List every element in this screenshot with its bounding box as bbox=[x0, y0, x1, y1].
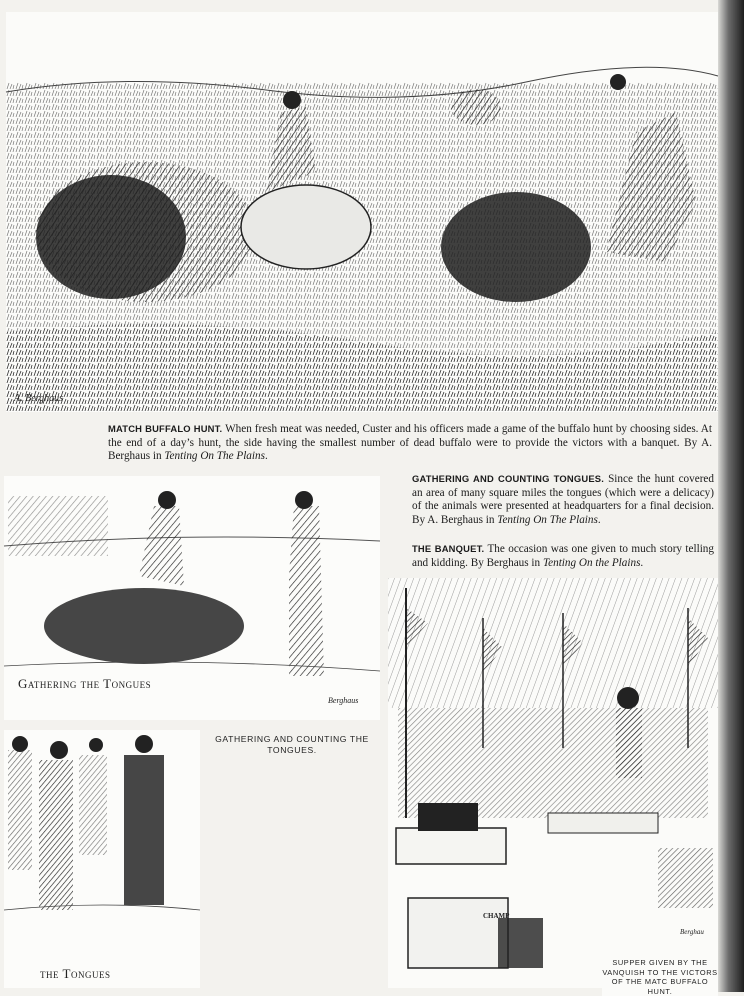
gathering-tongues-illustration bbox=[4, 476, 380, 720]
match-hunt-caption-body: When fresh meat was needed, Custer and his officers made a game of the buffalo hunt by choosing sides. At the end of a day’s hunt, the side having the smallest number of dead buffalo were to provide the victors with a banquet. By A. Berghaus in bbox=[108, 423, 712, 463]
banquet-caption-lead: THE BANQUET. bbox=[412, 543, 485, 554]
banquet-signature: Berghau bbox=[680, 928, 704, 936]
match-hunt-caption-source: Tenting On The Plains bbox=[164, 450, 265, 463]
counting-tongues-illustration bbox=[4, 730, 200, 988]
banquet-illustration bbox=[388, 578, 718, 996]
plate-title-tongues: the Tongues bbox=[40, 966, 111, 981]
hunt-signature: A. Berghaus bbox=[14, 393, 64, 404]
match-buffalo-hunt-illustration bbox=[6, 12, 718, 412]
gathering-caption-lead: GATHERING AND COUNTING TONGUES. bbox=[412, 473, 605, 484]
match-hunt-caption: MATCH BUFFALO HUNT. When fresh meat was needed, Custer and his officers made a game of the buffalo hunt by choosing sides. At the end of a day’s hunt, the side having the smallest number of dead buffalo were to provide the victors with a banquet. By A. Berghaus in Tenting On The Plains. bbox=[108, 423, 712, 463]
banquet-caption-source: Tenting On the Plains bbox=[542, 556, 641, 569]
banquet-caption-body: The occasion was one given to much story telling and kidding. By Berghaus in bbox=[412, 543, 714, 569]
plate-signature-gathering: Berghaus bbox=[328, 696, 359, 705]
supper-caption: SUPPER GIVEN BY THE VANQUISH TO THE VICTORS OF THE MATC BUFFALO HUNT. bbox=[602, 958, 718, 996]
crate-label: CHAMP bbox=[483, 912, 510, 920]
gathering-small-caption: GATHERING AND COUNTING THE TONGUES. bbox=[215, 734, 369, 755]
match-hunt-caption-lead: MATCH BUFFALO HUNT. bbox=[108, 423, 223, 434]
gathering-caption-body: Since the hunt covered an area of many square miles the tongues (which were a delicacy) of the animals were presented at headquarters for a final decision. By A. Berghaus in bbox=[412, 473, 714, 526]
gathering-caption: GATHERING AND COUNTING TONGUES. Since the hunt covered an area of many square miles the tongues (which were a delicacy) of the animals were presented at headquarters for a final decision. By A. Berghaus in Tenting On The Plains. bbox=[412, 473, 714, 526]
gathering-caption-source: Tenting On The Plains bbox=[497, 513, 598, 526]
plate-title-gathering: Gathering the Tongues bbox=[18, 676, 152, 691]
banquet-caption: THE BANQUET. The occasion was one given to much story telling and kidding. By Berghaus in Tenting On the Plains. bbox=[412, 543, 714, 569]
page-binding-edge bbox=[718, 0, 744, 992]
